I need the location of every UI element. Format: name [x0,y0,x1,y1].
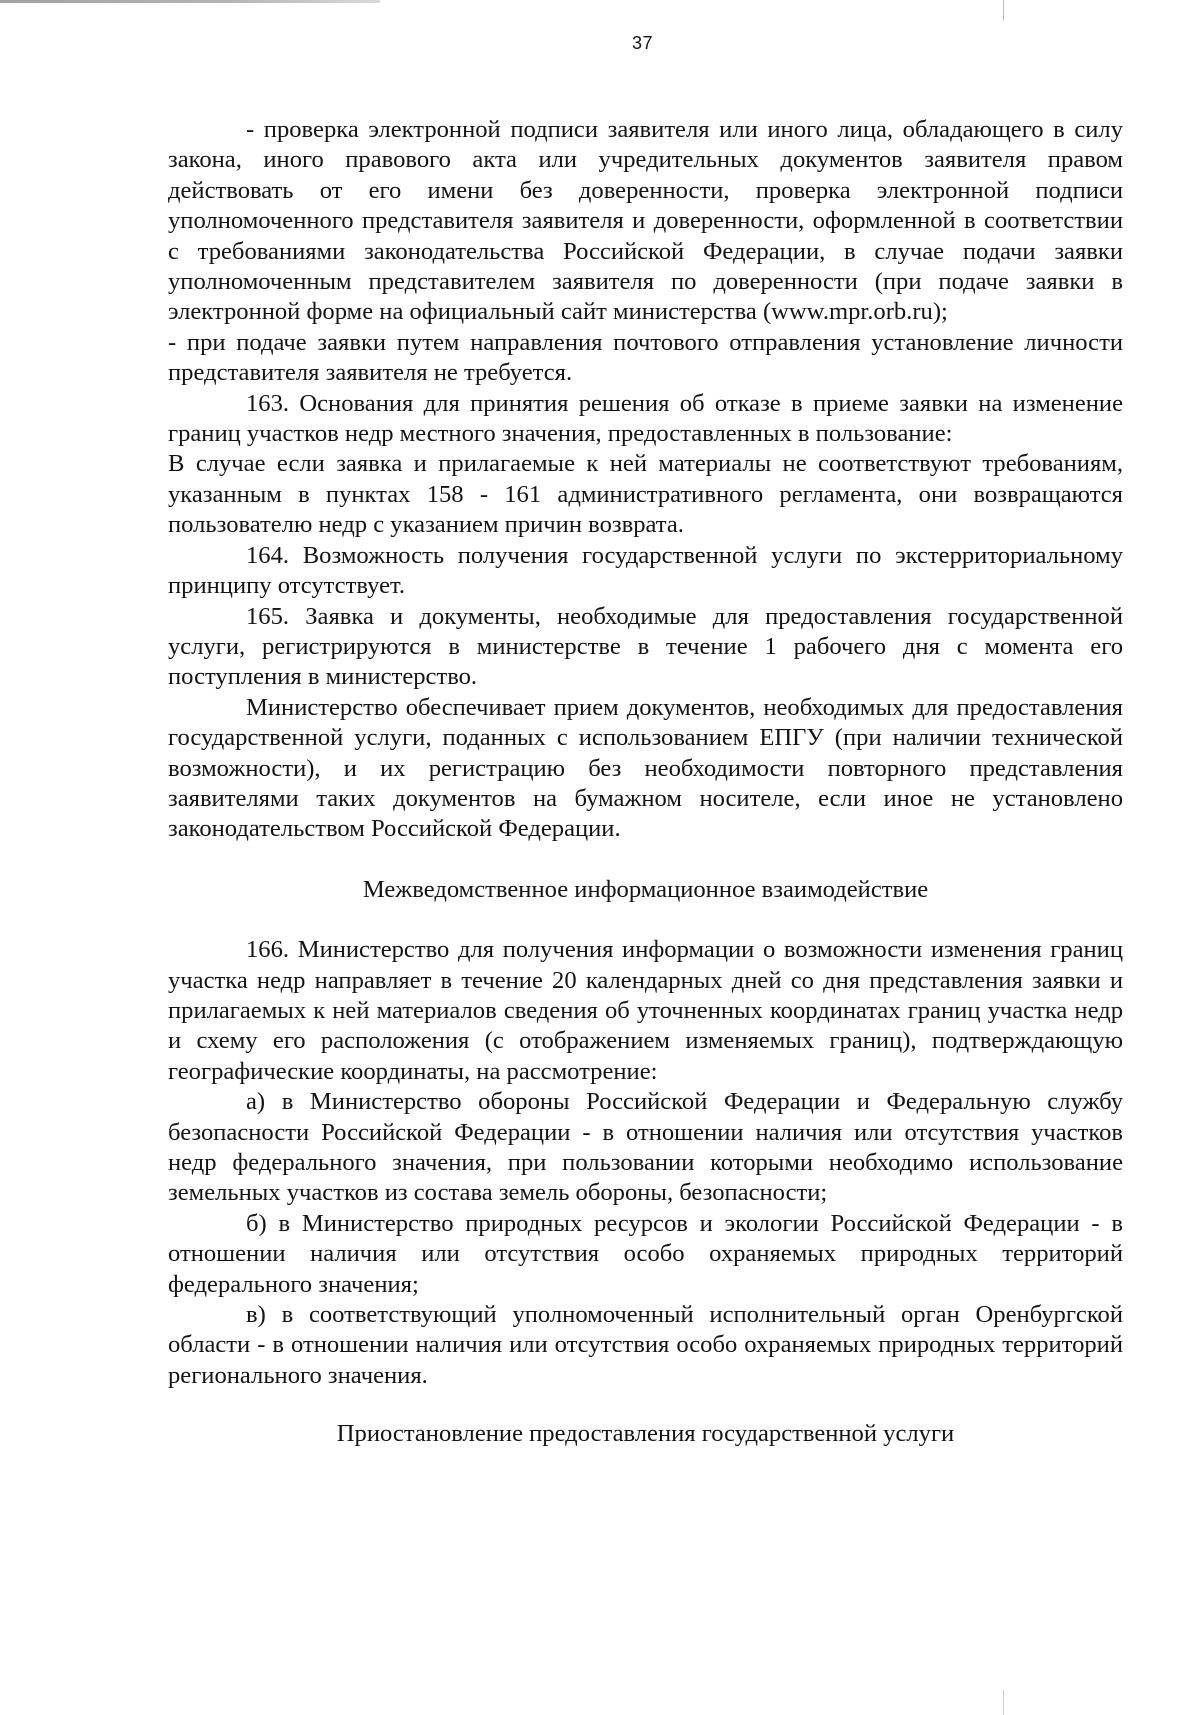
paragraph-163: 163. Основания для принятия решения об отказе в приеме заявки на изменение границ участков недр местного значения, предоставленных в пользование: [168,389,1123,448]
paragraph-166: 166. Министерство для получения информации о возможности изменения границ участка недр направляет в течение 20 календарных дней со дня представления заявки и прилагаемых к ней материалов сведения об уточненных координатах границ участка недр и схему его расположения (с отображением изменяемых границ), подтверждающую географические координаты, на рассмотрение: [168,936,1123,1085]
page-number: 37 [631,33,654,53]
paragraph-166-b: б) в Министерство природных ресурсов и экологии Российской Федерации - в отношении наличия или отсутствия особо охраняемых природных территорий федерального значения; [168,1209,1123,1298]
paragraph-166-a: а) в Министерство обороны Российской Федерации и Федеральную службу безопасности Российской Федерации - в отношении наличия или отсутствия участков недр федерального значения, при пользовании которыми необходимо использование земельных участков из состава земель обороны, безопасности; [168,1088,1123,1207]
paragraph-165: 165. Заявка и документы, необходимые для предоставления государственной услуги, регистрируются в министерстве в течение 1 рабочего дня с момента его поступления в министерство. [168,602,1123,691]
section-heading-interagency: Межведомственное информационное взаимодействие [362,875,929,903]
scan-edge-top [0,0,380,3]
document-body [168,115,1123,1450]
paragraph-postal-submission: - при подаче заявки путем направления почтового отправления установление личности представителя заявителя не требуется. [168,328,1123,387]
paragraph-epgu: Министерство обеспечивает прием документов, необходимых для предоставления государственной услуги, поданных с использованием ЕПГУ (при наличии технической возможности), и их регистрацию без необходимости повторного представления заявителями таких документов на бумажном носителе, если иное не установлено законодательством Российской Федерации. [168,693,1123,843]
paragraph-164: 164. Возможность получения государственной услуги по экстерриториальному принципу отсутствует. [168,541,1123,600]
paragraph-signature-check: - проверка электронной подписи заявителя или иного лица, обладающего в силу закона, иного правового акта или учредительных документов заявителя правом действовать от его имени без доверенности, проверка электронной подписи уполномоченного представителя заявителя и доверенности, оформленной в соответствии с требованиями законодательства Российской Федерации, в случае подачи заявки уполномоченным представителем заявителя по доверенности (при подаче заявки в электронной форме на официальный сайт министерства (www.mpr.orb.ru); [168,116,1123,326]
section-heading-suspension: Приостановление предоставления государственной услуги [336,1420,955,1448]
scan-edge-right [1003,0,1004,20]
paragraph-166-v: в) в соответствующий уполномоченный исполнительный орган Оренбургской области - в отношении наличия или отсутствия особо охраняемых природных территорий регионального значения. [168,1301,1123,1389]
scan-edge-right-bottom [1003,1690,1004,1715]
paragraph-return-reasons: В случае если заявка и прилагаемые к ней материалы не соответствуют требованиям, указанным в пунктах 158 - 161 административного регламента, они возвращаются пользователю недр с указанием причин возврата. [168,450,1123,539]
